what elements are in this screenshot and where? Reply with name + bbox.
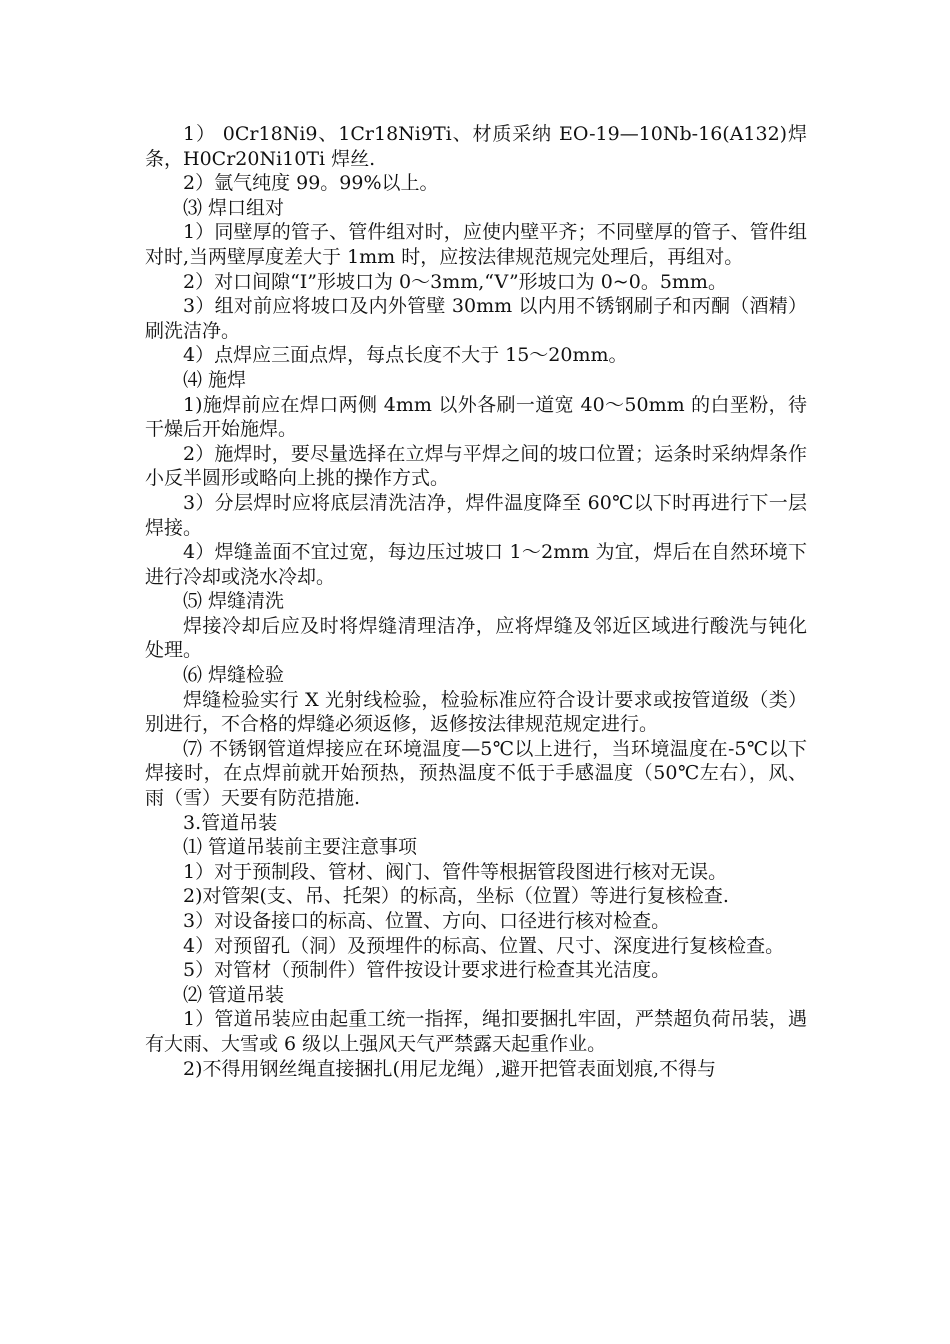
paragraph-pre-hoisting-2: 2)对管架(支、吊、托架）的标高，坐标（位置）等进行复核检查.	[183, 885, 729, 908]
paragraph-pre-hoisting-3: 3）对设备接口的标高、位置、方向、口径进行核对检查。	[183, 910, 671, 932]
paragraph-pre-hoisting-4: 4）对预留孔（洞）及预埋件的标高、位置、尺寸、深度进行复核检查。	[183, 934, 785, 957]
paragraph-hoisting-2: 2)不得用钢丝绳直接捆扎(用尼龙绳）,避开把管表面划痕,不得与	[183, 1057, 716, 1080]
section-heading-welding: ⑷ 施焊	[183, 368, 247, 391]
paragraph-welding-2: 2）施焊时，要尽量选择在立焊与平焊之间的坡口位置；运条时采纳焊条作小反半圆形或略向上挑的操作方式。	[145, 442, 807, 490]
paragraph-hoisting-1: 1）管道吊装应由起重工统一指挥，绳扣要捆扎牢固，严禁超负荷吊装，遇有大雨、大雪或 6 级以上强风天气严禁露天起重作业。	[145, 1008, 807, 1055]
paragraph-stainless-welding-temp: ⑺ 不锈钢管道焊接应在环境温度—5℃以上进行，当环境温度在-5℃以下焊接时，在点焊前就开始预热，预热温度不低于手感温度（50℃左右），风、雨（雪）天要有防范措施.	[145, 737, 807, 810]
section-heading-joint-fitup: ⑶ 焊口组对	[183, 196, 285, 219]
section-heading-weld-cleaning: ⑸ 焊缝清洗	[183, 590, 285, 613]
paragraph-fitup-3: 3）组对前应将坡口及内外管壁 30mm 以内用不锈钢刷子和丙酮（酒精）刷洗洁净。	[145, 295, 807, 342]
section-heading-pipe-hoisting: 3.管道吊装	[183, 811, 278, 834]
paragraph-fitup-4: 4）点焊应三面点焊，每点长度不大于 15～20mm。	[183, 344, 628, 367]
paragraph-fitup-2: 2）对口间隙“I”形坡口为 0～3mm,“V”形坡口为 0~0。5mm。	[183, 270, 727, 293]
paragraph-material-spec: 1） 0Cr18Ni9、1Cr18Ni9Ti、材质采纳 EO-19—10Nb-16(A132)焊条，H0Cr20Ni10Ti 焊丝.	[145, 123, 807, 170]
subsection-heading-hoisting: ⑵ 管道吊装	[183, 983, 285, 1006]
paragraph-argon-purity: 2）氩气纯度 99。99%以上。	[183, 172, 439, 195]
paragraph-welding-4: 4）焊缝盖面不宜过宽，每边压过坡口 1～2mm 为宜，焊后在自然环境下进行冷却或浇水冷却。	[145, 541, 807, 588]
paragraph-pre-hoisting-5: 5）对管材（预制件）管件按设计要求进行检查其光洁度。	[183, 959, 671, 982]
paragraph-weld-cleaning: 焊接冷却后应及时将焊缝清理洁净，应将焊缝及邻近区域进行酸洗与钝化处理。	[145, 614, 807, 662]
paragraph-welding-3: 3）分层焊时应将底层清洗洁净，焊件温度降至 60℃以下时再进行下一层焊接。	[145, 491, 807, 539]
paragraph-pre-hoisting-1: 1）对于预制段、管材、阀门、管件等根据管段图进行核对无误。	[183, 860, 728, 883]
paragraph-welding-1: 1)施焊前应在焊口两侧 4mm 以外各刷一道宽 40～50mm 的白垩粉，待干燥后开始施焊。	[145, 393, 807, 441]
paragraph-fitup-1: 1）同壁厚的管子、管件组对时，应使内壁平齐；不同壁厚的管子、管件组对时,当两壁厚度差大于 1mm 时，应按法律规范规完处理后，再组对。	[145, 221, 807, 268]
document-body	[145, 122, 807, 1081]
paragraph-weld-inspection: 焊缝检验实行 X 光射线检验，检验标准应符合设计要求或按管道级（类）别进行，不合格的焊缝必须返修，返修按法律规范规定进行。	[145, 688, 807, 736]
subsection-heading-pre-hoisting: ⑴ 管道吊装前主要注意事项	[183, 836, 418, 859]
section-heading-weld-inspection: ⑹ 焊缝检验	[183, 664, 285, 687]
